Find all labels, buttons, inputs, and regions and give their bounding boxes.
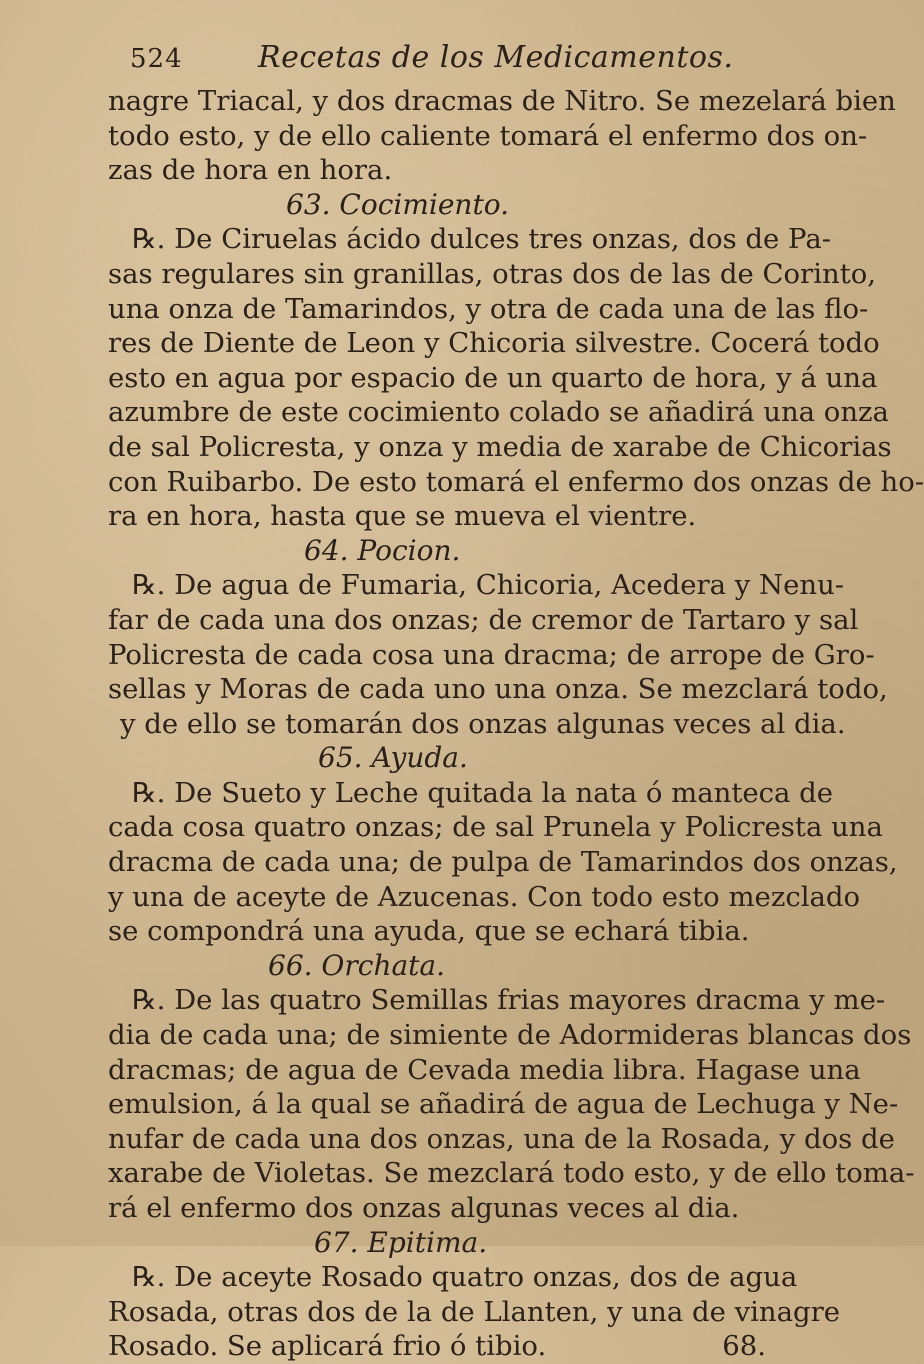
text-line: de sal Policresta, y onza y media de xarabe de Chicorias xyxy=(108,430,892,463)
recipe-67 xyxy=(108,1225,841,1364)
text-line: far de cada una dos onzas; de cremor de Tartaro y sal xyxy=(108,603,859,636)
text-line: ra en hora, hasta que se mueva el vientre. xyxy=(108,500,697,533)
recipe-title: 64. Pocion. xyxy=(304,533,461,567)
text-line: dracmas; de agua de Cevada media libra. Hagase una xyxy=(108,1053,861,1086)
text-line: una onza de Tamarindos, y otra de cada una de las flo- xyxy=(108,292,869,325)
text-line: todo esto, y de ello caliente tomará el enfermo dos on- xyxy=(108,119,868,152)
text-line: y de ello se tomarán dos onzas algunas veces al dia. xyxy=(120,707,846,740)
catchword: 68. xyxy=(722,1330,766,1363)
text-line: ℞. De aceyte Rosado quatro onzas, dos de agua xyxy=(132,1261,798,1294)
recipe-body xyxy=(108,1260,841,1364)
text-line: nagre Triacal, y dos dracmas de Nitro. Se mezelará bien xyxy=(108,85,896,117)
recipe-title: 63. Cocimiento. xyxy=(286,187,509,221)
text-line: se compondrá una ayuda, que se echará tibia. xyxy=(108,915,750,948)
text-line: sellas y Moras de cada uno una onza. Se mezclará todo, xyxy=(108,673,888,706)
recipe-body xyxy=(108,222,924,533)
text-line: esto en agua por espacio de un quarto de hora, y á una xyxy=(108,361,878,394)
page-number: 524 xyxy=(130,44,183,74)
text-line: y una de aceyte de Azucenas. Con todo esto mezclado xyxy=(108,880,861,913)
text-line: con Ruibarbo. De esto tomará el enfermo dos onzas de ho- xyxy=(108,465,924,498)
last-line xyxy=(108,1329,768,1364)
text-line: dracma de cada una; de pulpa de Tamarindos dos onzas, xyxy=(108,846,898,879)
text-line: xarabe de Violetas. Se mezclará todo esto, y de ello toma- xyxy=(108,1157,915,1190)
text-line: ℞. De las quatro Semillas frias mayores dracma y me- xyxy=(132,984,886,1017)
text-line: Rosada, otras dos de la de Llanten, y una de vinagre xyxy=(108,1295,841,1328)
text-line: rá el enfermo dos onzas algunas veces al dia. xyxy=(108,1192,740,1224)
text-line: nufar de cada una dos onzas, una de la Rosada, y dos de xyxy=(108,1122,895,1155)
text-line: sas regulares sin granillas, otras dos de las de Corinto, xyxy=(108,257,877,290)
text-line: dia de cada una; de simiente de Adormideras blancas dos xyxy=(108,1019,912,1052)
text-line: res de Diente de Leon y Chicoria silvestre. Cocerá todo xyxy=(108,327,880,360)
recipe-body xyxy=(108,776,898,949)
text-line: zas de hora en hora. xyxy=(108,154,393,187)
text-line: Rosado. Se aplicará frio ó tibio. xyxy=(108,1330,547,1363)
recipe-63 xyxy=(108,187,924,534)
text-line: Policresta de cada cosa una dracma; de arrope de Gro- xyxy=(108,638,875,671)
recipe-title: 67. Epitima. xyxy=(314,1225,488,1259)
recipe-66 xyxy=(108,948,915,1226)
book-page xyxy=(108,40,924,1363)
intro-paragraph xyxy=(108,84,896,188)
recipe-65 xyxy=(108,741,898,949)
page-header xyxy=(108,40,768,84)
text-line: azumbre de este cocimiento colado se añadirá una onza xyxy=(108,396,889,429)
recipe-title: 66. Orchata. xyxy=(268,948,446,982)
recipe-title: 65. Ayuda. xyxy=(318,741,468,775)
recipe-64 xyxy=(108,533,888,742)
running-title: Recetas de los Medicamentos. xyxy=(258,40,734,75)
text-line: ℞. De Sueto y Leche quitada la nata ó manteca de xyxy=(132,776,834,809)
recipe-body xyxy=(108,983,915,1225)
text-line: ℞. De Ciruelas ácido dulces tres onzas, dos de Pa- xyxy=(132,223,832,256)
text-line: cada cosa quatro onzas; de sal Prunela y Policresta una xyxy=(108,811,883,844)
text-line: ℞. De agua de Fumaria, Chicoria, Acedera y Nenu- xyxy=(132,569,845,602)
text-line: emulsion, á la qual se añadirá de agua de Lechuga y Ne- xyxy=(108,1088,899,1121)
recipe-body xyxy=(108,568,888,741)
